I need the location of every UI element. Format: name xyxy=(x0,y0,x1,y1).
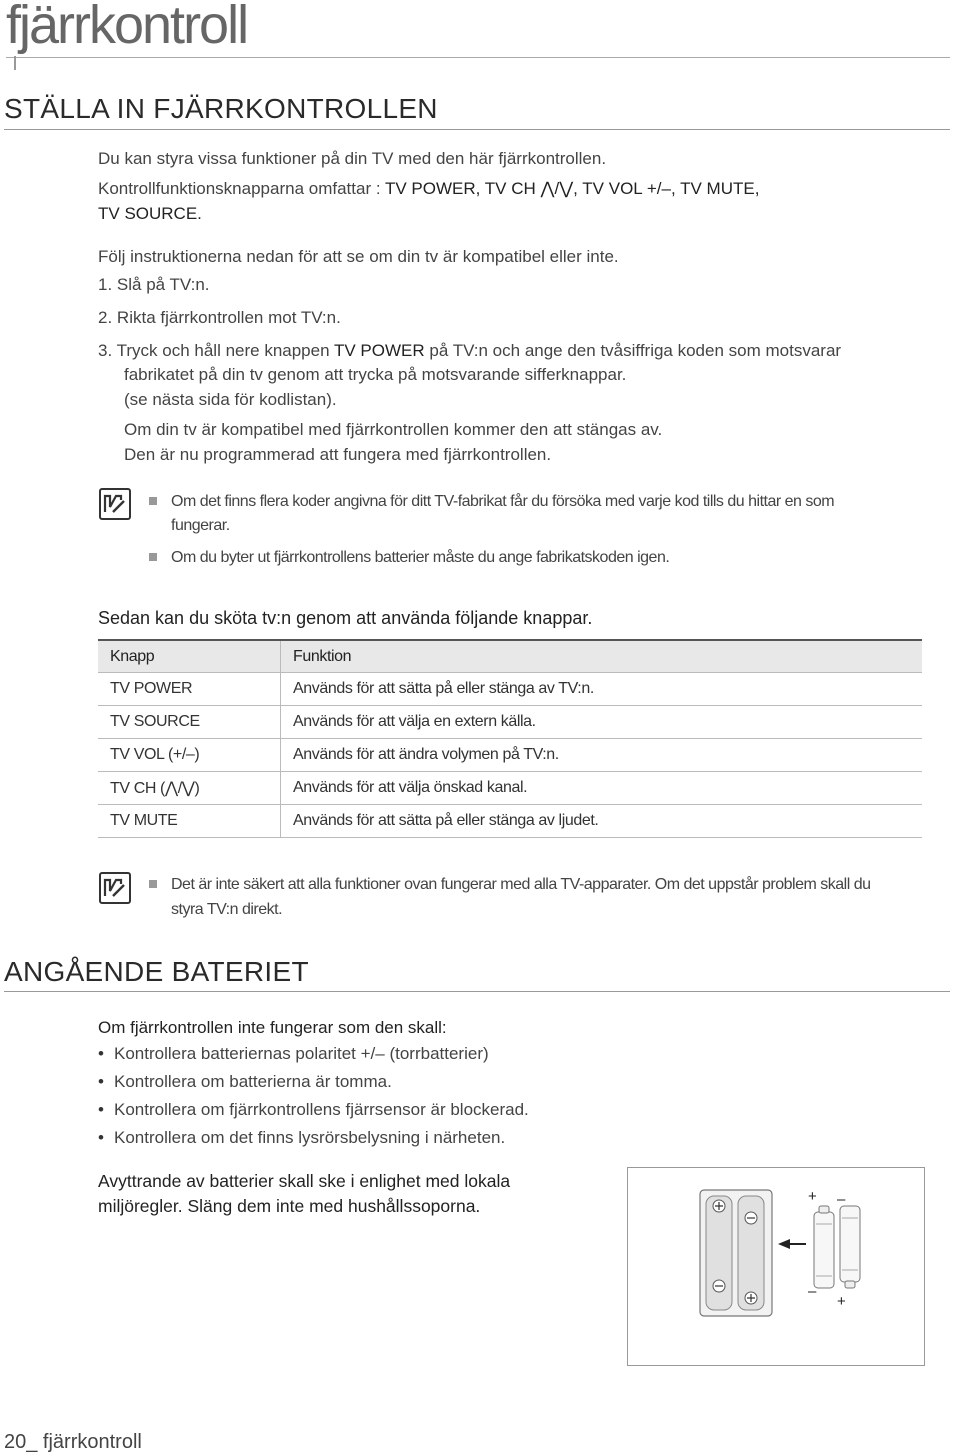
buttons-line-prefix: Kontrollfunktionsknapparna omfattar : xyxy=(98,179,385,198)
section-title-battery: ANGÅENDE BATERIET xyxy=(4,956,309,987)
table-cell-key: TV VOL (+/–) xyxy=(98,739,281,772)
list-item: • Kontrollera om det finns lysrörsbelysning i närheten. xyxy=(98,1124,529,1152)
note-bullet-marker xyxy=(149,880,157,888)
list-item: • Kontrollera om batterierna är tomma. xyxy=(98,1068,529,1096)
buttons-line xyxy=(98,176,759,201)
battery-checklist xyxy=(98,1040,529,1152)
plus-label-top: + xyxy=(808,1188,817,1205)
table-cell-key: TV SOURCE xyxy=(98,706,281,739)
table-cell-function: Används för att sätta på eller stänga av TV:n. xyxy=(281,673,923,706)
step-2 xyxy=(98,305,341,330)
table-row xyxy=(98,673,922,706)
intro-text: Du kan styra vissa funktioner på din TV med den här fjärrkontrollen. xyxy=(98,149,607,168)
section-rule xyxy=(4,129,950,130)
step-text: Slå på TV:n. xyxy=(116,275,210,294)
note-icon xyxy=(99,872,131,904)
table-cell-key: TV CH (⋀/⋁) xyxy=(98,772,281,805)
list-item: • Kontrollera om fjärrkontrollens fjärrsensor är blockerad. xyxy=(98,1096,529,1124)
table-header-key: Knapp xyxy=(98,640,281,673)
table-cell-function: Används för att välja en extern källa. xyxy=(281,706,923,739)
table-row xyxy=(98,706,922,739)
ch-separator: / xyxy=(554,179,560,198)
step-text: Tryck och håll nere knappen xyxy=(116,341,334,360)
table-cell-key: TV POWER xyxy=(98,673,281,706)
instruction-text: Följ instruktionerna nedan för att se om din tv är kompatibel eller inte. xyxy=(98,247,619,266)
disposal-line-1: Avyttrande av batterier skall ske i enlighet med lokala xyxy=(98,1171,511,1191)
note-3-line-1: Det är inte säkert att alla funktioner ovan fungerar med alla TV-apparater. Om det uppstår problem skall du xyxy=(171,876,871,893)
disposal-line-2: miljöregler. Släng dem inte med hushållssoporna. xyxy=(98,1196,481,1216)
step-3-line-4: Om din tv är kompatibel med fjärrkontrollen kommer den att stängas av. xyxy=(124,420,663,439)
note-bullet-marker xyxy=(149,497,157,505)
note-icon xyxy=(99,488,131,520)
section-title-setup: STÄLLA IN FJÄRRKONTROLLEN xyxy=(4,93,438,124)
step-text: Rikta fjärrkontrollen mot TV:n. xyxy=(116,308,341,327)
table-cell-key: TV MUTE xyxy=(98,805,281,838)
table-cell-function: Används för att välja önskad kanal. xyxy=(281,772,923,805)
battery-subheading: Om fjärrkontrollen inte fungerar som den skall: xyxy=(98,1018,447,1037)
step-number: 3. xyxy=(98,341,113,360)
buttons-line-2: TV SOURCE. xyxy=(98,204,202,223)
list-item: • Kontrollera batteriernas polaritet +/– (torrbatterier) xyxy=(98,1040,529,1068)
step-1 xyxy=(98,272,210,297)
note-1-line-2: fungerar. xyxy=(171,517,230,534)
table-cell-function: Används för att ändra volymen på TV:n. xyxy=(281,739,923,772)
step-text-bold: TV POWER xyxy=(333,341,425,360)
table-row xyxy=(98,739,922,772)
table-header-row xyxy=(98,640,922,673)
step-number: 1. xyxy=(98,275,113,294)
battery-illustration xyxy=(627,1167,925,1366)
buttons-line-bold: TV POWER, TV CH xyxy=(384,179,541,198)
battery-compartment-drawing xyxy=(628,1168,924,1365)
note-2: Om du byter ut fjärrkontrollens batterier måste du ange fabrikatskoden igen. xyxy=(171,549,670,566)
step-text: på TV:n och ange den tvåsiffriga koden som motsvarar xyxy=(424,341,842,360)
minus-label-top: – xyxy=(837,1191,846,1208)
section-rule xyxy=(4,991,950,992)
step-number: 2. xyxy=(98,308,113,327)
ch-up-glyph: ⋀ xyxy=(540,179,555,198)
page-footer: 20_ fjärrkontroll xyxy=(4,1431,142,1453)
buttons-line-rest: , TV VOL +/–, TV MUTE, xyxy=(573,179,760,198)
table-row xyxy=(98,772,922,805)
chapter-rule xyxy=(6,57,950,58)
note-1-line-1: Om det finns flera koder angivna för ditt TV-fabrikat får du försöka med varje kod tills du hittar en som xyxy=(171,493,835,510)
table-intro: Sedan kan du sköta tv:n genom att använda följande knappar. xyxy=(98,608,593,628)
step-3-line-3: (se nästa sida för kodlistan). xyxy=(124,390,337,409)
chapter-rule-tick xyxy=(14,56,16,70)
minus-label-bottom: – xyxy=(808,1283,817,1300)
table-cell-function: Används för att sätta på eller stänga av ljudet. xyxy=(281,805,923,838)
step-3-line-5: Den är nu programmerad att fungera med fjärrkontrollen. xyxy=(124,445,552,464)
ch-down-glyph: ⋁ xyxy=(559,179,574,198)
note-3-line-2: styra TV:n direkt. xyxy=(171,901,283,918)
function-table xyxy=(98,639,922,838)
table-header-function: Funktion xyxy=(281,640,923,673)
table-row xyxy=(98,805,922,838)
note-bullet-marker xyxy=(149,553,157,561)
chapter-title: fjärrkontroll xyxy=(6,0,248,55)
step-3-line-2: fabrikatet på din tv genom att trycka på motsvarande sifferknappar. xyxy=(124,365,627,384)
step-3 xyxy=(98,338,841,363)
plus-label-bottom: + xyxy=(837,1293,846,1310)
